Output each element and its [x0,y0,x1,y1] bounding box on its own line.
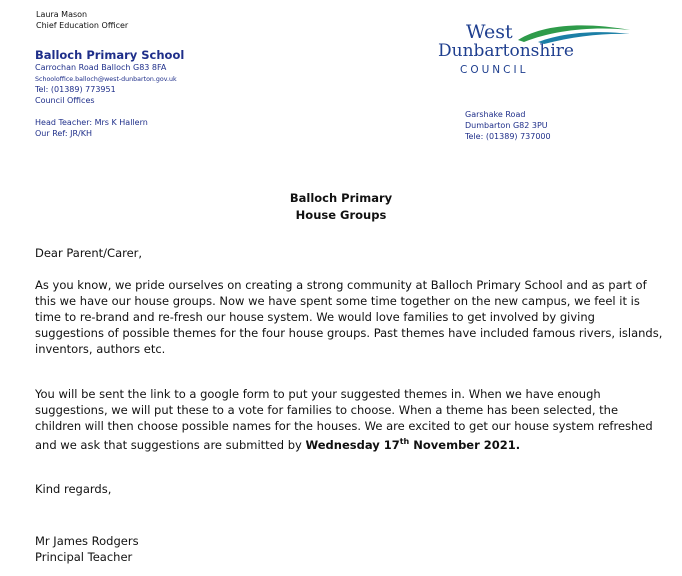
head-teacher: Head Teacher: Mrs K Hallern [35,118,148,127]
school-address: Carrochan Road Balloch G83 8FA [35,63,167,72]
paragraph-line: As you know, we pride ourselves on creating a strong community at Balloch Primary School and as part of [35,278,647,292]
logo-dunbartonshire-text: Dunbartonshire [438,41,574,61]
deadline-prefix: and we ask that suggestions are submitted by [35,437,306,452]
paragraph-line: inventors, authors etc. [35,342,166,356]
deadline-date: November 2021. [409,437,521,452]
officer-name: Laura Mason [36,10,88,19]
letter-title-line1: Balloch Primary [289,191,393,205]
our-ref: Our Ref: JR/KH [35,129,92,138]
paragraph-line: children will then choose possible names for the houses. We are excited to get our house system refreshed [35,419,653,433]
closing: Kind regards, [35,482,112,496]
paragraph-line: time to re-brand and re-fresh our house system. We would love families to get involved by giving [35,310,595,324]
council-address-line1: Garshake Road [465,110,526,119]
salutation: Dear Parent/Carer, [35,246,143,260]
logo-west-text: West [466,21,513,43]
school-email: Schooloffice.balloch@west-dunbarton.gov.uk [35,76,177,83]
council-logo [436,22,636,82]
school-offices: Council Offices [35,96,95,105]
paragraph-line-deadline [35,434,653,453]
paragraph-line: suggestions, we will put these to a vote for families to choose. When a theme has been selected, the [35,403,619,417]
council-address-line2: Dumbarton G82 3PU [465,121,548,130]
deadline-day: Wednesday 17 [305,437,400,452]
officer-title: Chief Education Officer [36,21,129,30]
paragraph-1 [35,277,662,357]
deadline-suffix: th [399,437,410,446]
paragraph-line: suggestions of possible themes for the four house groups. Past themes have included famous rivers, islands, [35,326,663,340]
letter-title-line2: House Groups [295,208,387,222]
school-name: Balloch Primary School [35,48,185,62]
logo-council-text: COUNCIL [460,64,529,76]
paragraph-line: this we have our house groups. Now we have spent some time together on the new campus, we feel it is [35,294,640,308]
paragraph-line: You will be sent the link to a google form to put your suggested themes in. When we have enough [35,387,601,401]
school-tel: Tel: (01389) 773951 [35,85,116,94]
council-address-tel: Tele: (01389) 737000 [465,132,551,141]
signatory-title: Principal Teacher [35,550,133,564]
signatory-name: Mr James Rodgers [35,534,139,548]
paragraph-2 [35,386,653,453]
